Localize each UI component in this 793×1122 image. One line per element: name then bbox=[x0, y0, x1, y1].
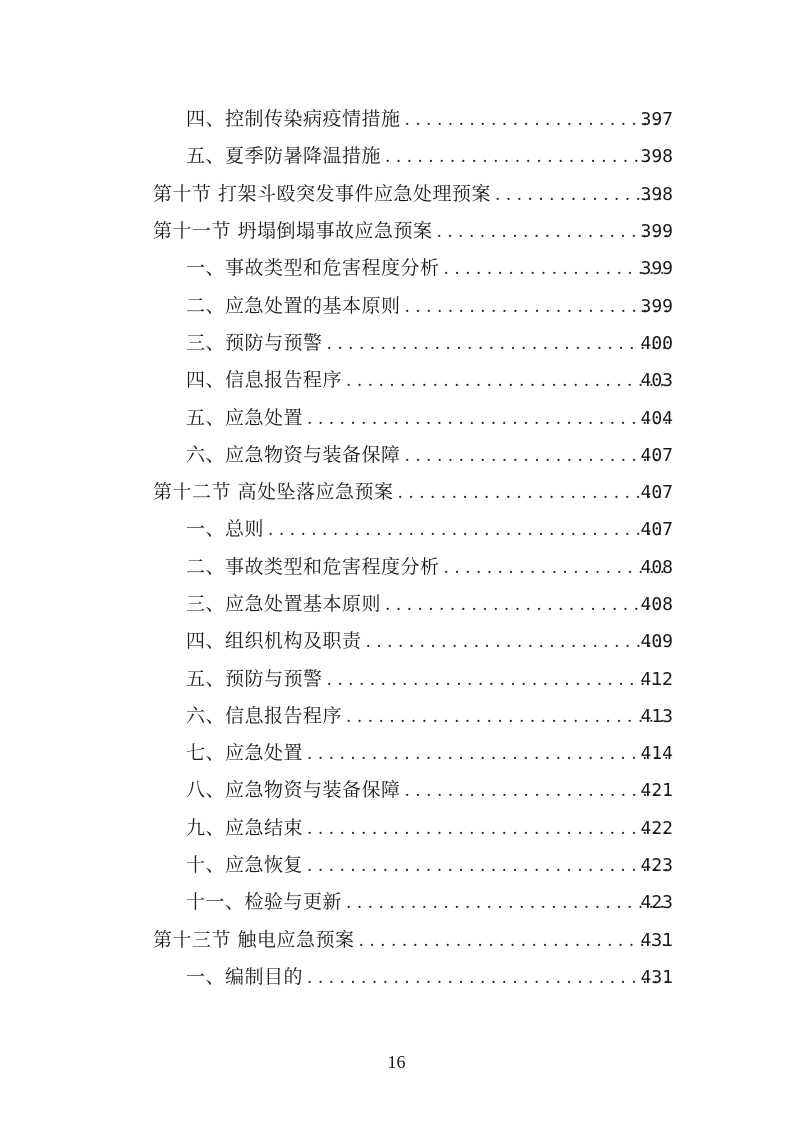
toc-dot-leader bbox=[444, 251, 667, 288]
toc-dot-leader bbox=[405, 773, 667, 810]
toc-entry-page-number: 431 bbox=[640, 929, 673, 951]
toc-subsection-entry[interactable] bbox=[0, 138, 793, 175]
toc-entry-page-number: 399 bbox=[640, 221, 673, 243]
toc-dot-leader bbox=[366, 624, 667, 661]
toc-dot-leader bbox=[398, 475, 667, 512]
toc-dot-leader bbox=[307, 960, 667, 997]
toc-subsection-entry[interactable] bbox=[0, 549, 793, 586]
toc-entry-title: 十、应急恢复 bbox=[186, 854, 304, 877]
toc-entry-page-number: 403 bbox=[640, 370, 673, 392]
toc-section-entry[interactable] bbox=[0, 922, 793, 959]
toc-entry-title: 二、应急处置的基本原则 bbox=[186, 294, 401, 317]
toc-dot-leader bbox=[385, 139, 667, 176]
toc-entry-title: 四、组织机构及职责 bbox=[186, 630, 362, 653]
toc-dot-leader bbox=[405, 289, 667, 326]
toc-entry-title: 五、应急处置 bbox=[186, 406, 304, 429]
toc-entry-title: 一、事故类型和危害程度分析 bbox=[186, 257, 440, 280]
toc-entry-title: 第十三节 触电应急预案 bbox=[153, 928, 355, 951]
toc-entry-page-number: 423 bbox=[640, 892, 673, 914]
toc-entry-page-number: 407 bbox=[640, 519, 673, 541]
toc-entry-page-number: 421 bbox=[640, 780, 673, 802]
toc-entry-page-number: 422 bbox=[640, 817, 673, 839]
toc-subsection-entry[interactable] bbox=[0, 437, 793, 474]
toc-dot-leader bbox=[268, 512, 667, 549]
toc-entry-title: 一、编制目的 bbox=[186, 965, 304, 988]
toc-dot-leader bbox=[307, 848, 667, 885]
toc-subsection-entry[interactable] bbox=[0, 287, 793, 324]
toc-entry-title: 六、信息报告程序 bbox=[186, 704, 343, 727]
toc-dot-leader bbox=[307, 401, 667, 438]
toc-entry-page-number: 423 bbox=[640, 855, 673, 877]
toc-entry-page-number: 414 bbox=[640, 743, 673, 765]
toc-subsection-entry[interactable] bbox=[0, 735, 793, 772]
toc-entry-title: 六、应急物资与装备保障 bbox=[186, 443, 401, 466]
toc-dot-leader bbox=[405, 102, 667, 139]
toc-dot-leader bbox=[385, 587, 667, 624]
toc-dot-leader bbox=[405, 438, 667, 475]
toc-subsection-entry[interactable] bbox=[0, 362, 793, 399]
toc-subsection-entry[interactable] bbox=[0, 101, 793, 138]
toc-entry-title: 第十二节 高处坠落应急预案 bbox=[153, 481, 394, 504]
table-of-contents bbox=[0, 101, 793, 996]
toc-entry-page-number: 408 bbox=[640, 556, 673, 578]
toc-entry-page-number: 398 bbox=[640, 183, 673, 205]
toc-entry-page-number: 431 bbox=[640, 966, 673, 988]
toc-entry-page-number: 412 bbox=[640, 668, 673, 690]
toc-entry-title: 四、控制传染病疫情措施 bbox=[186, 108, 401, 131]
toc-subsection-entry[interactable] bbox=[0, 959, 793, 996]
toc-entry-page-number: 399 bbox=[640, 295, 673, 317]
toc-entry-title: 第十节 打架斗殴突发事件应急处理预案 bbox=[153, 182, 492, 205]
toc-dot-leader bbox=[444, 550, 667, 587]
toc-entry-title: 九、应急结束 bbox=[186, 816, 304, 839]
toc-subsection-entry[interactable] bbox=[0, 660, 793, 697]
toc-entry-page-number: 404 bbox=[640, 407, 673, 429]
toc-entry-title: 二、事故类型和危害程度分析 bbox=[186, 555, 440, 578]
toc-subsection-entry[interactable] bbox=[0, 884, 793, 921]
toc-subsection-entry[interactable] bbox=[0, 511, 793, 548]
toc-entry-title: 十一、检验与更新 bbox=[186, 891, 343, 914]
toc-entry-title: 三、应急处置基本原则 bbox=[186, 593, 382, 615]
toc-entry-page-number: 399 bbox=[640, 258, 673, 280]
toc-entry-page-number: 400 bbox=[640, 332, 673, 354]
toc-subsection-entry[interactable] bbox=[0, 586, 793, 623]
toc-entry-title: 七、应急处置 bbox=[186, 742, 304, 765]
toc-entry-page-number: 398 bbox=[640, 146, 673, 168]
toc-entry-title: 八、应急物资与装备保障 bbox=[186, 779, 401, 802]
toc-entry-title: 五、预防与预警 bbox=[186, 667, 323, 690]
toc-entry-title: 五、夏季防暑降温措施 bbox=[186, 145, 382, 168]
toc-dot-leader bbox=[437, 214, 667, 251]
toc-entry-title: 第十一节 坍塌倒塌事故应急预案 bbox=[153, 220, 433, 243]
toc-entry-page-number: 408 bbox=[640, 594, 673, 615]
toc-entry-page-number: 407 bbox=[640, 482, 673, 504]
page-number: 16 bbox=[387, 1052, 406, 1072]
toc-subsection-entry[interactable] bbox=[0, 399, 793, 436]
toc-entry-title: 一、总则 bbox=[186, 518, 265, 541]
toc-entry-title: 四、信息报告程序 bbox=[186, 369, 343, 392]
toc-entry-page-number: 413 bbox=[640, 705, 673, 727]
toc-section-entry[interactable] bbox=[0, 474, 793, 511]
toc-dot-leader bbox=[359, 923, 667, 960]
toc-subsection-entry[interactable] bbox=[0, 325, 793, 362]
toc-subsection-entry[interactable] bbox=[0, 772, 793, 809]
toc-subsection-entry[interactable] bbox=[0, 810, 793, 847]
toc-entry-title: 三、预防与预警 bbox=[186, 331, 323, 354]
toc-entry-page-number: 409 bbox=[640, 631, 673, 653]
toc-dot-leader bbox=[307, 811, 667, 848]
toc-subsection-entry[interactable] bbox=[0, 698, 793, 735]
toc-dot-leader bbox=[327, 662, 667, 699]
toc-subsection-entry[interactable] bbox=[0, 250, 793, 287]
toc-dot-leader bbox=[327, 326, 667, 363]
toc-entry-page-number: 407 bbox=[640, 444, 673, 466]
toc-dot-leader bbox=[346, 885, 667, 922]
toc-dot-leader bbox=[346, 699, 667, 736]
toc-subsection-entry[interactable] bbox=[0, 623, 793, 660]
toc-dot-leader bbox=[307, 736, 667, 773]
toc-subsection-entry[interactable] bbox=[0, 847, 793, 884]
toc-entry-page-number: 397 bbox=[640, 109, 673, 131]
toc-dot-leader bbox=[346, 363, 667, 400]
toc-section-entry[interactable] bbox=[0, 176, 793, 213]
toc-section-entry[interactable] bbox=[0, 213, 793, 250]
